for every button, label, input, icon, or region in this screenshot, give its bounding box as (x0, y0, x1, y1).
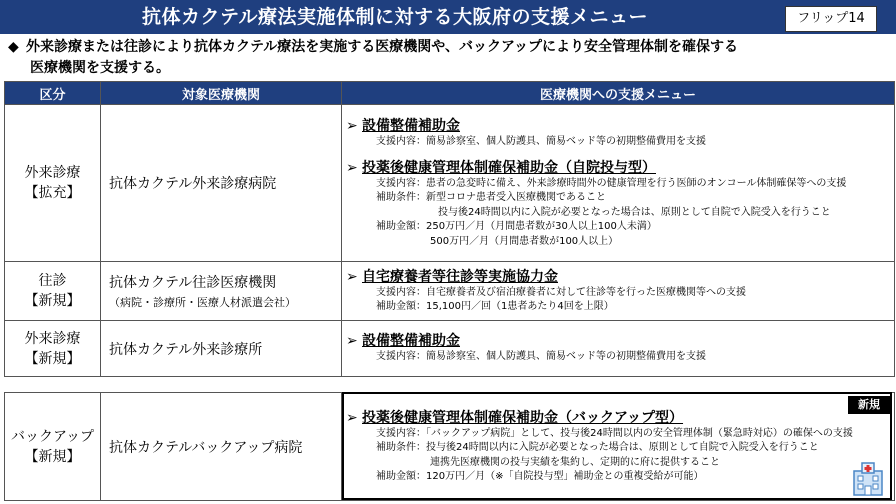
org-subtitle: （病院・診療所・医療人材派遣会社） (109, 296, 296, 309)
org-cell (101, 393, 342, 501)
arrow-bullet-icon: ➢ (346, 159, 358, 176)
menu-detail: 連携先医療機関の投与実績を集約し、定期的に府に提供すること (430, 456, 720, 468)
menu-cell (342, 393, 895, 501)
menu-cell (342, 321, 895, 377)
backup-table (4, 392, 895, 501)
menu-title (346, 332, 888, 350)
org-name: 抗体カクテル外来診療病院 (109, 176, 277, 192)
menu-detail: 支援内容：自宅療養者及び宿泊療養者に対して往診等を行った医療機関等への支援 (376, 286, 746, 298)
category-cell (5, 262, 101, 321)
header-target-org: 対象医療機関 (101, 82, 342, 105)
org-name: 抗体カクテル往診医療機関 (109, 275, 277, 291)
menu-title-text: 自宅療養者等往診等実施協力金 (362, 268, 558, 285)
menu-detail: 支援内容：「バックアップ病院」として、投与後24時間以内の安全管理体制（緊急時対応）の確保への支援 (376, 427, 853, 439)
menu-title-text: 設備整備補助金 (362, 333, 460, 350)
menu-detail: 補助金額：15,100円／回（1患者あたり4回を上限） (376, 301, 614, 312)
menu-title (346, 117, 888, 135)
menu-cell (342, 262, 895, 321)
flip-number-label: フリップ14 (785, 6, 877, 32)
category-tag: 【拡充】 (24, 185, 81, 201)
arrow-bullet-icon: ➢ (346, 118, 358, 134)
diamond-bullet-icon: ◆ (8, 39, 19, 55)
intro-line-2: 医療機関を支援する。 (30, 60, 170, 76)
header-category: 区分 (5, 82, 101, 105)
menu-title-text: 投薬後健康管理体制確保補助金（自院投与型） (362, 159, 656, 176)
intro-text (8, 37, 888, 79)
org-cell (101, 262, 342, 321)
table-row (5, 321, 895, 377)
menu-detail: 支援内容：簡易診察室、個人防護具、簡易ベッド等の初期整備費用を支援 (376, 351, 706, 363)
menu-detail: 補助条件：投与後24時間以内に入院が必要となった場合は、原則として自院で入院受入を行うこと (376, 442, 819, 453)
arrow-bullet-icon: ➢ (346, 409, 358, 426)
table-row (5, 262, 895, 321)
new-badge: 新規 (848, 396, 890, 414)
org-name: 抗体カクテルバックアップ病院 (109, 439, 303, 456)
category-tag: 【新規】 (24, 350, 81, 367)
arrow-bullet-icon: ➢ (346, 333, 358, 350)
menu-detail: 補助条件：新型コロナ患者受入医療機関であること (376, 192, 606, 203)
org-cell (101, 321, 342, 377)
category-line: 往診 (38, 273, 67, 289)
menu-title (346, 159, 888, 177)
menu-detail: 補助金額：250万円／月（月間患者数が30人以上100人未満） (376, 221, 657, 232)
category-line: 外来診療 (24, 165, 81, 181)
category-cell (5, 105, 101, 262)
table-row (5, 105, 895, 262)
category-line: 外来診療 (24, 330, 81, 347)
table-row (5, 393, 895, 501)
category-tag: 【新規】 (24, 293, 81, 309)
menu-detail: 投与後24時間以内に入院が必要となった場合は、原則として自院で入院受入を行うこと (438, 206, 831, 218)
org-cell (101, 105, 342, 262)
category-tag: 【新規】 (24, 448, 81, 465)
menu-title (346, 268, 888, 286)
menu-detail: 支援内容：簡易診察室、個人防護具、簡易ベッド等の初期整備費用を支援 (376, 136, 706, 147)
menu-title (346, 409, 888, 427)
category-cell (5, 393, 101, 501)
category-line: バックアップ (10, 428, 95, 445)
menu-cell (342, 105, 895, 262)
arrow-bullet-icon: ➢ (346, 268, 358, 285)
category-cell (5, 321, 101, 377)
menu-detail: 補助金額：120万円／月（※「自院投与型」補助金との重複受給が可能） (376, 471, 704, 482)
intro-line-1: 外来診療または往診により抗体カクテル療法を実施する医療機関や、バックアップにより安全管理体制を確保する (26, 39, 739, 55)
table-header-row (5, 82, 895, 105)
header-support-menu: 医療機関への支援メニュー (342, 82, 895, 105)
hospital-icon (850, 461, 886, 497)
title-bar (0, 0, 896, 34)
menu-detail: 支援内容：患者の急変時に備え、外来診療時間外の健康管理を行う医師のオンコール体制確保等への支援 (376, 177, 847, 189)
page-title: 抗体カクテル療法実施体制に対する大阪府の支援メニュー (141, 6, 649, 28)
org-name: 抗体カクテル外来診療所 (109, 341, 263, 358)
menu-title-text: 投薬後健康管理体制確保補助金（バックアップ型） (362, 409, 684, 426)
support-table (4, 81, 895, 377)
menu-detail: 500万円／月（月間患者数が100人以上） (430, 235, 619, 247)
menu-title-text: 設備整備補助金 (362, 118, 460, 134)
